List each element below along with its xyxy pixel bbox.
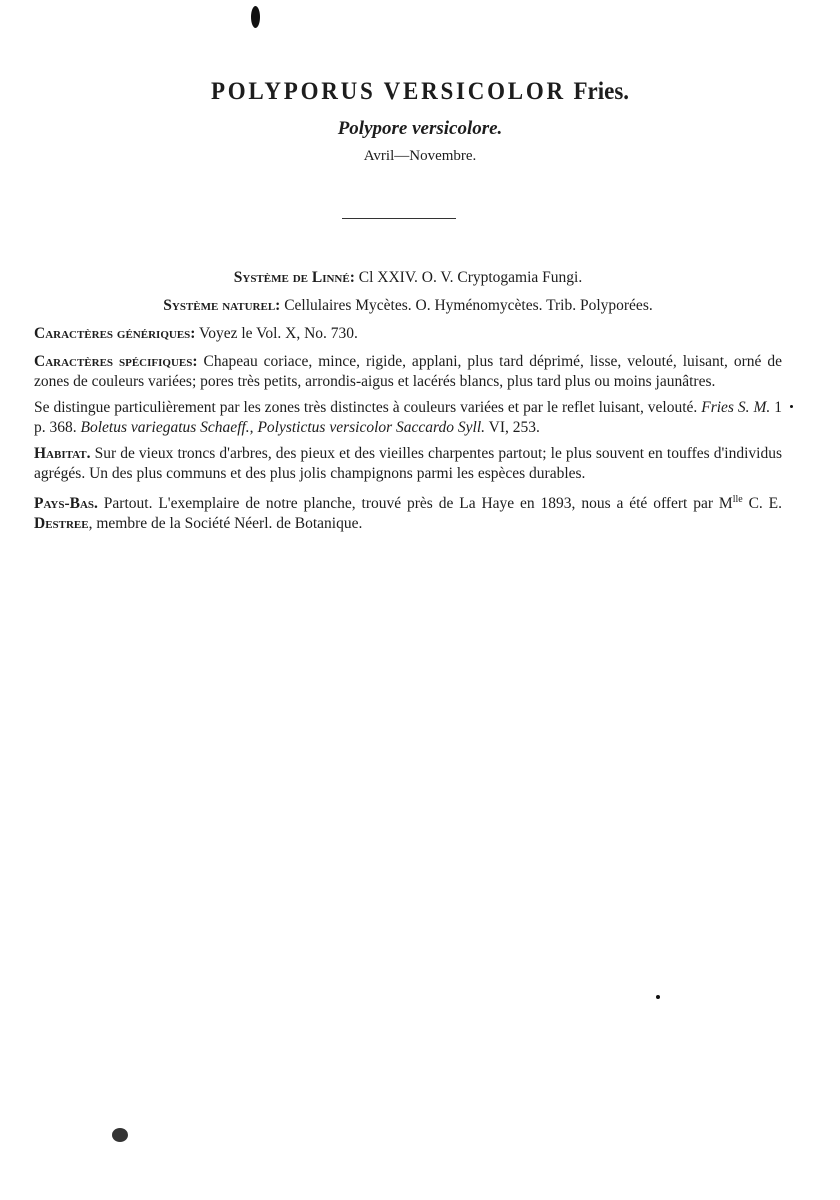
habitat-text: Sur de vieux troncs d'arbres, des pieux et des vieilles charpentes partout; le plus souvent en touffes d'individus agrégés. Un des plus communs et des plus jolis champignons parmi les espèces durables. — [34, 445, 782, 482]
naturel-label: Système naturel: — [163, 297, 281, 314]
ref-fries-page: 1 p. 368. — [34, 399, 783, 436]
linne-line — [34, 268, 782, 288]
generiques-text: Voyez le Vol. X, No. 730. — [199, 325, 358, 342]
generiques-line — [34, 324, 782, 344]
linne-label: Système de Linné: — [233, 269, 355, 286]
naturel-line — [34, 296, 782, 316]
paysbas-text-end: , membre de la Société Néerl. de Botanique. — [88, 515, 363, 533]
page-title — [34, 78, 807, 106]
title-species: POLYPORUS VERSICOLOR — [210, 78, 566, 105]
ref-polystictus: Polystictus versicolor Saccardo Syll. — [257, 419, 486, 436]
paysbas-name: Destree — [34, 515, 89, 533]
specifiques-label: Caractères spécifiques: — [34, 353, 198, 370]
ref-fries: Fries S. M. — [701, 399, 771, 416]
specifiques-text: Chapeau coriace, mince, rigide, applani, plus tard déprimé, lisse, velouté, luisant, orné de zones de couleurs variées; pores très petits, arrondis-aigus et lacérés blancs, plus tard plus ou moins jaunâtres. — [34, 353, 783, 390]
naturel-text: Cellulaires Mycètes. O. Hyménomycètes. Trib. Polyporées. — [284, 297, 653, 314]
paysbas-sup: lle — [732, 494, 743, 505]
title-author: Fries. — [573, 78, 630, 105]
divider — [342, 218, 456, 219]
ink-speck — [656, 995, 660, 999]
paysbas-label: Pays-Bas. — [34, 495, 98, 513]
ink-speck — [790, 405, 793, 408]
habitat-paragraph — [34, 444, 782, 484]
linne-text: Cl XXIV. O. V. Cryptogamia Fungi. — [358, 269, 583, 286]
ink-blot-bottom — [112, 1128, 128, 1142]
ref-vol: VI, 253. — [488, 419, 540, 436]
text-body — [34, 268, 782, 540]
habitat-label: Habitat. — [34, 445, 91, 462]
paysbas-paragraph — [34, 490, 782, 534]
ref-boletus: Boletus variegatus Schaeff., — [80, 419, 254, 436]
season-text: Avril—Novembre. — [363, 148, 477, 164]
paysbas-initials: C. E. — [742, 495, 783, 513]
paysbas-text: Partout. L'exemplaire de notre planche, trouvé près de La Haye en 1893, nous a été offert par M — [103, 495, 733, 513]
distingue-text: Se distingue particulièrement par les zones très distinctes à couleurs variées et par le reflet luisant, velouté. — [34, 399, 698, 416]
page-subtitle: Polypore versicolore. — [337, 118, 503, 139]
specifiques-paragraph — [34, 352, 782, 392]
distingue-paragraph — [34, 398, 782, 438]
ink-blot-top — [251, 6, 260, 28]
generiques-label: Caractères génériques: — [34, 325, 196, 342]
